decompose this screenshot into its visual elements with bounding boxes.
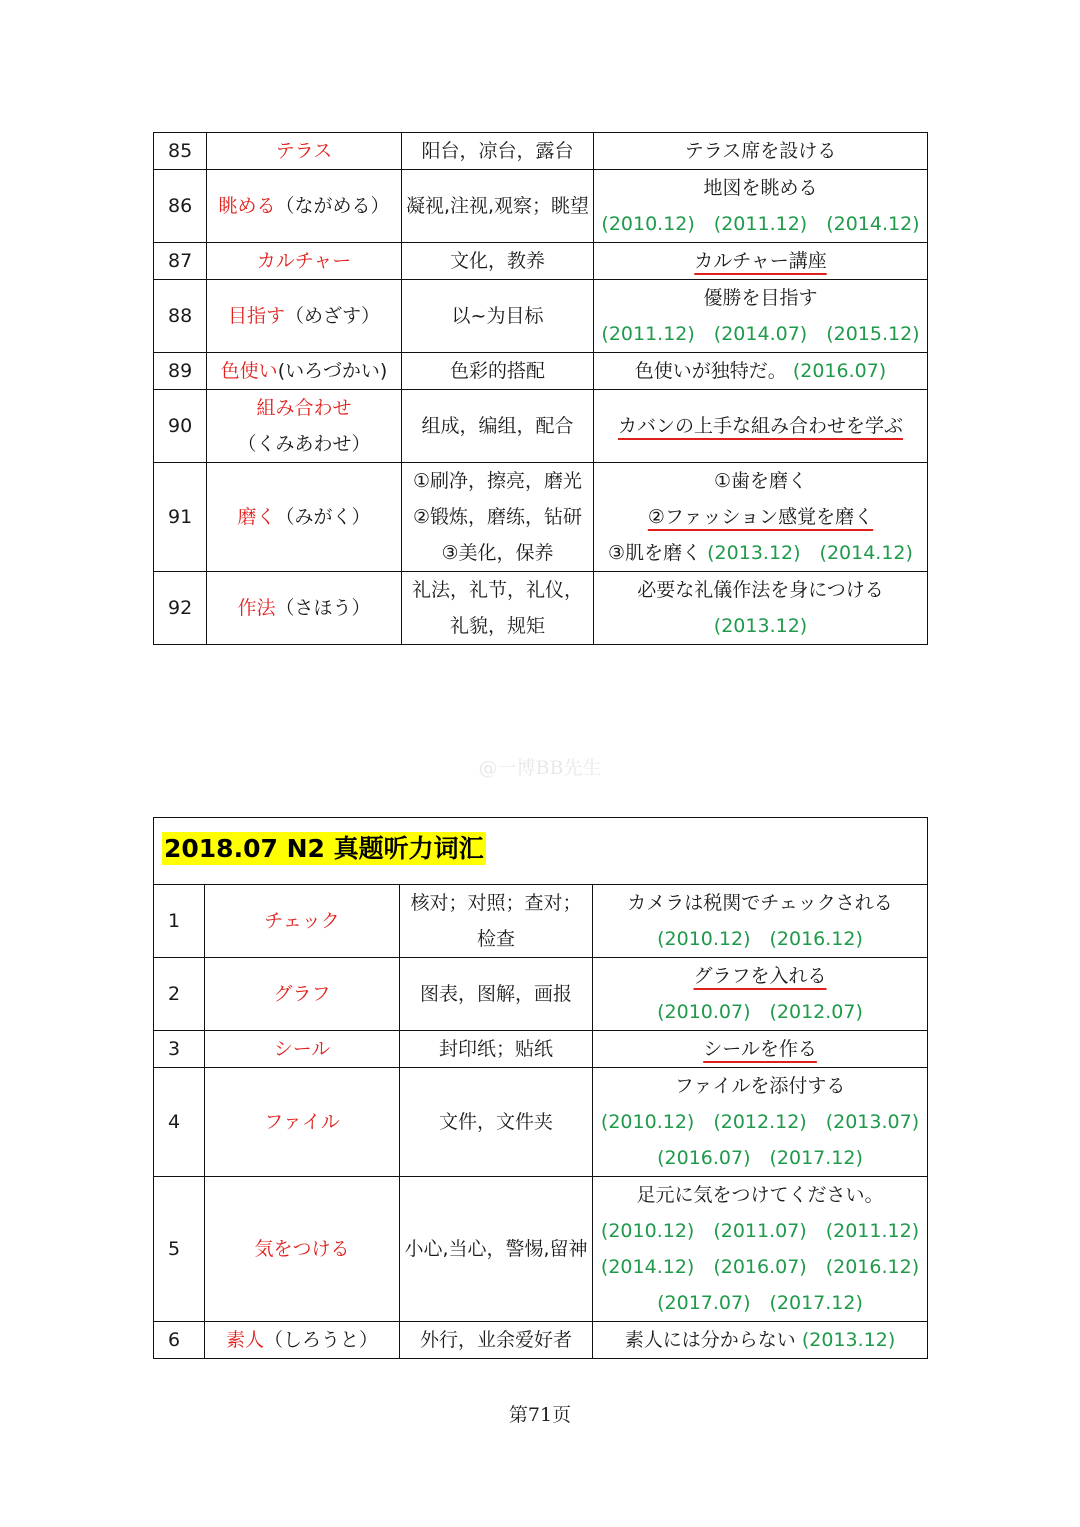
row-number: 92 xyxy=(154,572,207,645)
exam-years: (2010.12) (2011.12) (2014.12) xyxy=(601,213,920,235)
row-number: 91 xyxy=(154,463,207,572)
meaning-cell: 阳台，凉台，露台 xyxy=(402,133,594,170)
example-cell: 地図を眺める (2010.12) (2011.12) (2014.12) xyxy=(594,170,928,243)
row-number: 5 xyxy=(154,1177,205,1322)
row-number: 3 xyxy=(154,1031,205,1068)
word: 気をつける xyxy=(254,1238,350,1260)
watermark: @一博BB先生 xyxy=(478,757,602,779)
meaning-cell: 以~为目标 xyxy=(402,280,594,353)
meaning-cell: 封印纸；贴纸 xyxy=(400,1031,593,1068)
meaning-cell: 小心,当心，警惕,留神 xyxy=(400,1177,593,1322)
meaning-cell: 凝视,注视,观察；眺望 xyxy=(402,170,594,243)
meaning-cell: 礼法，礼节，礼仪， 礼貌，规矩 xyxy=(402,572,594,645)
row-number: 85 xyxy=(154,133,207,170)
word-cell xyxy=(207,243,402,280)
row-number: 4 xyxy=(154,1068,205,1177)
table-title: 2018.07 N2 真题听力词汇 xyxy=(164,834,484,863)
example-cell: 素人には分からない (2013.12) xyxy=(593,1322,928,1359)
word-cell xyxy=(205,1031,400,1068)
table-row xyxy=(154,463,928,572)
reading: (いろづかい) xyxy=(277,360,388,382)
word-cell xyxy=(205,1322,400,1359)
table-row xyxy=(154,958,928,1031)
word: 眺める xyxy=(218,195,276,217)
exam-years: (2010.12) (2012.12) (2013.07) xyxy=(600,1111,920,1133)
exam-years: (2013.12) xyxy=(713,615,808,637)
vocab-table-2 xyxy=(153,817,928,1359)
word-cell xyxy=(207,133,402,170)
table-row xyxy=(154,572,928,645)
row-number: 86 xyxy=(154,170,207,243)
word-cell xyxy=(205,885,400,958)
row-number: 2 xyxy=(154,958,205,1031)
reading: （ながめる） xyxy=(275,195,390,217)
example-cell: 色使いが独特だ。 (2016.07) xyxy=(594,353,928,390)
word: 目指す xyxy=(227,305,285,327)
word-cell xyxy=(207,463,402,572)
table-row xyxy=(154,280,928,353)
reading: （くみあわせ） xyxy=(237,433,371,455)
table-title-row xyxy=(154,818,928,885)
reading: （しろうと） xyxy=(264,1329,379,1351)
example-cell: カルチャー講座 xyxy=(594,243,928,280)
word: グラフ xyxy=(273,983,331,1005)
row-number: 90 xyxy=(154,390,207,463)
word: 素人 xyxy=(225,1329,264,1351)
table-row xyxy=(154,243,928,280)
meaning-cell: ①刷净，擦亮，磨光 ②锻炼，磨练，钻研 ③美化，保养 xyxy=(402,463,594,572)
word-cell xyxy=(207,170,402,243)
table-row xyxy=(154,353,928,390)
word-cell xyxy=(207,572,402,645)
exam-years: (2011.12) (2014.07) (2015.12) xyxy=(601,323,920,345)
word-cell xyxy=(207,280,402,353)
page-number: 第71页 xyxy=(508,1404,572,1426)
example-cell: 優勝を目指す (2011.12) (2014.07) (2015.12) xyxy=(594,280,928,353)
meaning-cell: 组成，编组，配合 xyxy=(402,390,594,463)
reading: （みがく） xyxy=(275,506,371,528)
exam-years: (2010.12) (2016.12) xyxy=(657,928,863,950)
row-number: 1 xyxy=(154,885,205,958)
exam-years: (2010.07) (2012.07) xyxy=(657,1001,863,1023)
meaning-cell: 核对；对照；查对； 检查 xyxy=(400,885,593,958)
example-cell: カバンの上手な組み合わせを学ぶ xyxy=(594,390,928,463)
table-row xyxy=(154,1031,928,1068)
exam-years: (2013.12) xyxy=(801,1329,896,1351)
example-cell: テラス席を設ける xyxy=(594,133,928,170)
row-number: 88 xyxy=(154,280,207,353)
word: 磨く xyxy=(237,506,276,528)
meaning-cell: 文件，文件夹 xyxy=(400,1068,593,1177)
reading: （めざす） xyxy=(285,305,381,327)
reading: （さほう） xyxy=(275,597,371,619)
example-cell: カメラは税関でチェックされる (2010.12) (2016.12) xyxy=(593,885,928,958)
table-row xyxy=(154,1177,928,1322)
example-cell: 必要な礼儀作法を身につける (2013.12) xyxy=(594,572,928,645)
exam-years: (2016.07) (2017.12) xyxy=(657,1147,863,1169)
meaning-cell: 图表，图解，画报 xyxy=(400,958,593,1031)
exam-years: (2016.07) xyxy=(792,360,887,382)
word: シール xyxy=(273,1038,331,1060)
word: ファイル xyxy=(264,1111,340,1133)
example-cell: グラフを入れる (2010.07) (2012.07) xyxy=(593,958,928,1031)
table-row xyxy=(154,1322,928,1359)
exam-years: (2014.12) (2016.07) (2016.12) xyxy=(600,1256,920,1278)
table-row xyxy=(154,1068,928,1177)
meaning-cell: 文化，教养 xyxy=(402,243,594,280)
vocab-table-1 xyxy=(153,132,928,645)
row-number: 87 xyxy=(154,243,207,280)
word: チェック xyxy=(264,910,340,932)
example-cell: ファイルを添付する (2010.12) (2012.12) (2013.07) (2016.07) (2017.12) xyxy=(593,1068,928,1177)
example-cell: 足元に気をつけてください。 (2010.12) (2011.07) (2011.12) (2014.12) (2016.07) (2016.12) (2017.07) (2017.12) xyxy=(593,1177,928,1322)
word: 組み合わせ xyxy=(256,397,352,419)
table-row xyxy=(154,133,928,170)
exam-years: (2017.07) (2017.12) xyxy=(657,1292,863,1314)
word: 色使い xyxy=(220,360,278,382)
exam-years: (2013.12) (2014.12) xyxy=(707,542,913,564)
table-title-cell xyxy=(154,818,928,885)
word: 作法 xyxy=(237,597,276,619)
word-cell xyxy=(205,1068,400,1177)
word: カルチャー xyxy=(256,250,352,272)
word-cell xyxy=(205,1177,400,1322)
word-cell xyxy=(207,353,402,390)
word-cell xyxy=(207,390,402,463)
meaning-cell: 色彩的搭配 xyxy=(402,353,594,390)
table-row xyxy=(154,170,928,243)
row-number: 6 xyxy=(154,1322,205,1359)
meaning-cell: 外行，业余爱好者 xyxy=(400,1322,593,1359)
example-cell: シールを作る xyxy=(593,1031,928,1068)
word-cell xyxy=(205,958,400,1031)
table-row xyxy=(154,885,928,958)
table-row xyxy=(154,390,928,463)
row-number: 89 xyxy=(154,353,207,390)
exam-years: (2010.12) (2011.07) (2011.12) xyxy=(600,1220,920,1242)
example-cell: ①歯を磨く ②ファッション感覚を磨く ③肌を磨く (2013.12) (2014.12) xyxy=(594,463,928,572)
word: テラス xyxy=(275,140,333,162)
